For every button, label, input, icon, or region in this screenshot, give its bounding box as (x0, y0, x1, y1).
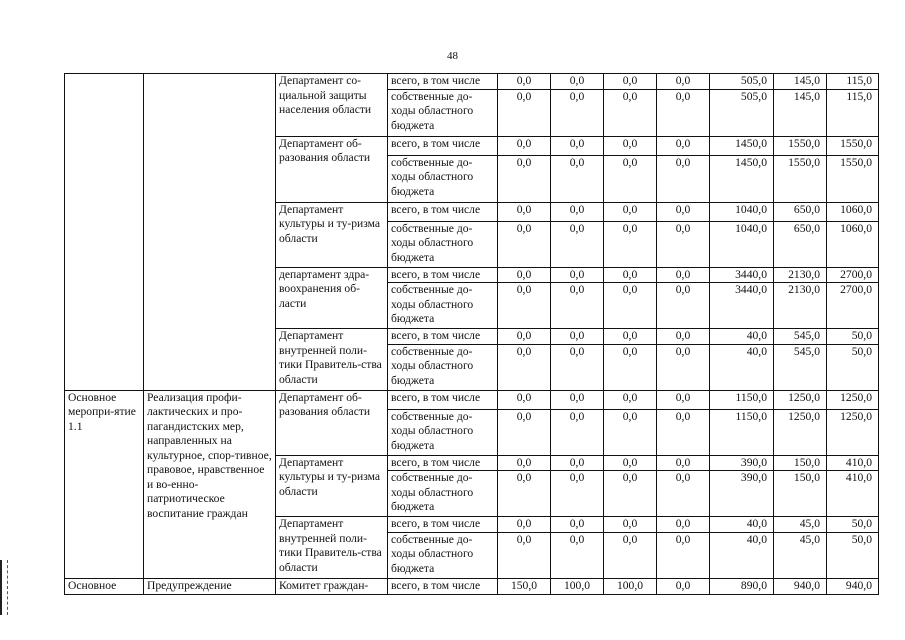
value-cell: 1040,0 (710, 221, 774, 267)
value-cell: 0,0 (498, 136, 551, 155)
source-cell: собственные до-ходы областного бюджета (388, 471, 498, 517)
value-cell: 0,0 (551, 202, 604, 221)
value-cell: 1450,0 (710, 136, 774, 155)
value-cell: 0,0 (604, 329, 657, 345)
value-cell: 0,0 (551, 329, 604, 345)
value-cell: 390,0 (710, 455, 774, 471)
value-cell: 0,0 (604, 344, 657, 390)
value-cell: 50,0 (827, 329, 879, 345)
value-cell: 0,0 (657, 89, 710, 136)
value-cell: 0,0 (657, 267, 710, 283)
value-cell: 505,0 (710, 74, 774, 90)
value-cell: 1550,0 (827, 136, 879, 155)
value-cell: 145,0 (774, 89, 827, 136)
value-cell: 0,0 (551, 532, 604, 578)
value-cell: 3440,0 (710, 267, 774, 283)
executor-cell: Департамент об-разования области (276, 136, 388, 202)
value-cell: 0,0 (604, 455, 657, 471)
value-cell: 40,0 (710, 329, 774, 345)
source-cell: всего, в том числе (388, 202, 498, 221)
value-cell: 0,0 (551, 455, 604, 471)
value-cell: 1250,0 (827, 390, 879, 409)
value-cell: 1250,0 (774, 390, 827, 409)
executor-cell: Департамент внутренней поли-тики Правитель-ства области (276, 517, 388, 579)
value-cell: 0,0 (657, 390, 710, 409)
value-cell: 0,0 (604, 267, 657, 283)
value-cell: 0,0 (498, 390, 551, 409)
value-cell: 40,0 (710, 517, 774, 533)
value-cell: 0,0 (551, 517, 604, 533)
value-cell: 150,0 (774, 471, 827, 517)
value-cell: 0,0 (657, 344, 710, 390)
value-cell: 0,0 (657, 455, 710, 471)
value-cell: 1060,0 (827, 221, 879, 267)
value-cell: 0,0 (657, 578, 710, 594)
value-cell: 2700,0 (827, 267, 879, 283)
value-cell: 45,0 (774, 517, 827, 533)
value-cell: 145,0 (774, 74, 827, 90)
value-cell: 0,0 (498, 517, 551, 533)
value-cell: 0,0 (498, 455, 551, 471)
value-cell: 940,0 (774, 578, 827, 594)
activity-name-cell: Реализация профи-лактических и про-пагандистских мер, направленных на культурное, спор-тивное, правовое, нравственное и во-енно-патриотическое воспитание граждан (144, 390, 276, 578)
value-cell: 0,0 (604, 390, 657, 409)
value-cell: 0,0 (604, 155, 657, 202)
value-cell: 940,0 (827, 578, 879, 594)
value-cell: 505,0 (710, 89, 774, 136)
value-cell: 890,0 (710, 578, 774, 594)
value-cell: 410,0 (827, 455, 879, 471)
value-cell: 100,0 (604, 578, 657, 594)
value-cell: 1550,0 (774, 136, 827, 155)
executor-cell: Департамент культуры и ту-ризма области (276, 202, 388, 267)
executor-cell: Департамент об-разования области (276, 390, 388, 455)
value-cell: 0,0 (498, 202, 551, 221)
value-cell: 0,0 (657, 155, 710, 202)
value-cell: 0,0 (657, 409, 710, 455)
value-cell: 0,0 (551, 409, 604, 455)
source-cell: всего, в том числе (388, 578, 498, 594)
executor-cell: Комитет граждан- (276, 578, 388, 594)
source-cell: собственные до-ходы областного бюджета (388, 344, 498, 390)
activity-code-cell: Основное меропри-ятие 1.1 (65, 390, 144, 578)
value-cell: 0,0 (657, 221, 710, 267)
value-cell: 1150,0 (710, 390, 774, 409)
value-cell: 1060,0 (827, 202, 879, 221)
value-cell: 410,0 (827, 471, 879, 517)
source-cell: собственные до-ходы областного бюджета (388, 532, 498, 578)
value-cell: 0,0 (604, 89, 657, 136)
value-cell: 0,0 (498, 329, 551, 345)
source-cell: всего, в том числе (388, 329, 498, 345)
value-cell: 40,0 (710, 344, 774, 390)
value-cell: 0,0 (657, 532, 710, 578)
source-cell: всего, в том числе (388, 136, 498, 155)
source-cell: всего, в том числе (388, 267, 498, 283)
value-cell: 0,0 (498, 283, 551, 329)
value-cell: 50,0 (827, 344, 879, 390)
value-cell: 50,0 (827, 517, 879, 533)
value-cell: 390,0 (710, 471, 774, 517)
source-cell: собственные до-ходы областного бюджета (388, 155, 498, 202)
value-cell: 0,0 (551, 267, 604, 283)
source-cell: собственные до-ходы областного бюджета (388, 409, 498, 455)
value-cell: 2700,0 (827, 283, 879, 329)
scan-edge-mark (0, 560, 8, 615)
budget-table (64, 73, 879, 595)
value-cell: 0,0 (657, 74, 710, 90)
source-cell: всего, в том числе (388, 455, 498, 471)
activity-code-cell (65, 74, 144, 391)
value-cell: 0,0 (551, 344, 604, 390)
value-cell: 0,0 (657, 329, 710, 345)
source-cell: всего, в том числе (388, 517, 498, 533)
value-cell: 0,0 (657, 202, 710, 221)
value-cell: 1150,0 (710, 409, 774, 455)
value-cell: 2130,0 (774, 283, 827, 329)
source-cell: собственные до-ходы областного бюджета (388, 283, 498, 329)
value-cell: 0,0 (604, 471, 657, 517)
value-cell: 650,0 (774, 202, 827, 221)
value-cell: 0,0 (498, 155, 551, 202)
value-cell: 0,0 (551, 155, 604, 202)
value-cell: 0,0 (498, 344, 551, 390)
value-cell: 0,0 (498, 409, 551, 455)
value-cell: 1550,0 (774, 155, 827, 202)
value-cell: 3440,0 (710, 283, 774, 329)
value-cell: 0,0 (604, 136, 657, 155)
value-cell: 0,0 (657, 136, 710, 155)
value-cell: 0,0 (604, 202, 657, 221)
value-cell: 150,0 (498, 578, 551, 594)
value-cell: 115,0 (827, 74, 879, 90)
value-cell: 545,0 (774, 329, 827, 345)
value-cell: 0,0 (551, 283, 604, 329)
executor-cell: Департамент внутренней поли-тики Правитель-ства области (276, 329, 388, 391)
value-cell: 1250,0 (827, 409, 879, 455)
value-cell: 0,0 (551, 221, 604, 267)
value-cell: 0,0 (498, 471, 551, 517)
value-cell: 0,0 (551, 471, 604, 517)
executor-cell: департамент здра-воохранения об-ласти (276, 267, 388, 329)
source-cell: всего, в том числе (388, 390, 498, 409)
value-cell: 0,0 (657, 283, 710, 329)
value-cell: 0,0 (498, 221, 551, 267)
value-cell: 0,0 (657, 517, 710, 533)
source-cell: собственные до-ходы областного бюджета (388, 221, 498, 267)
value-cell: 115,0 (827, 89, 879, 136)
value-cell: 1250,0 (774, 409, 827, 455)
value-cell: 0,0 (604, 409, 657, 455)
value-cell: 1450,0 (710, 155, 774, 202)
source-cell: собственные до-ходы областного бюджета (388, 89, 498, 136)
value-cell: 0,0 (551, 390, 604, 409)
value-cell: 0,0 (498, 267, 551, 283)
value-cell: 150,0 (774, 455, 827, 471)
value-cell: 0,0 (604, 517, 657, 533)
value-cell: 650,0 (774, 221, 827, 267)
value-cell: 2130,0 (774, 267, 827, 283)
value-cell: 40,0 (710, 532, 774, 578)
source-cell: всего, в том числе (388, 74, 498, 90)
executor-cell: Департамент культуры и ту-ризма области (276, 455, 388, 517)
value-cell: 0,0 (604, 221, 657, 267)
value-cell: 545,0 (774, 344, 827, 390)
value-cell: 0,0 (604, 532, 657, 578)
executor-cell: Департамент со-циальной защиты населения области (276, 74, 388, 137)
value-cell: 1550,0 (827, 155, 879, 202)
value-cell: 1040,0 (710, 202, 774, 221)
value-cell: 100,0 (551, 578, 604, 594)
value-cell: 0,0 (551, 136, 604, 155)
value-cell: 0,0 (551, 89, 604, 136)
activity-name-cell (144, 74, 276, 391)
value-cell: 0,0 (498, 74, 551, 90)
value-cell: 0,0 (498, 532, 551, 578)
value-cell: 50,0 (827, 532, 879, 578)
value-cell: 45,0 (774, 532, 827, 578)
value-cell: 0,0 (604, 74, 657, 90)
page-number: 48 (447, 50, 458, 62)
value-cell: 0,0 (498, 89, 551, 136)
value-cell: 0,0 (657, 471, 710, 517)
activity-name-cell: Предупреждение (144, 578, 276, 594)
activity-code-cell: Основное (65, 578, 144, 594)
value-cell: 0,0 (604, 283, 657, 329)
value-cell: 0,0 (551, 74, 604, 90)
